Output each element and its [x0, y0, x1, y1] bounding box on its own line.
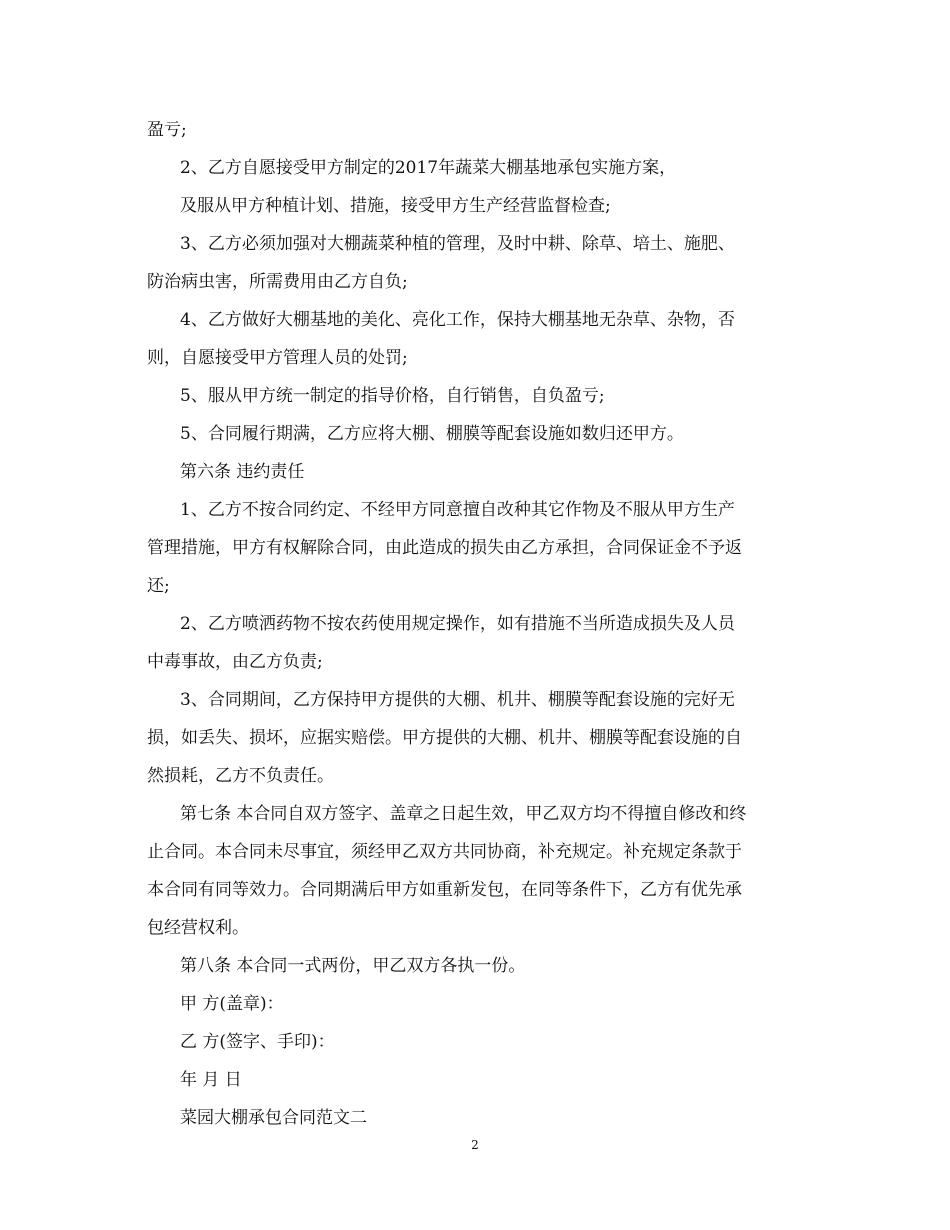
text-line: 防治病虫害，所需费用由乙方自负; — [147, 272, 408, 292]
text-line: 3、合同期间，乙方保持甲方提供的大棚、机井、棚膜等配套设施的完好无 — [180, 690, 735, 710]
subtitle-line: 菜园大棚承包合同范文二 — [180, 1108, 367, 1128]
text-line: 2、乙方自愿接受甲方制定的2017年蔬菜大棚基地承包实施方案， — [180, 158, 677, 178]
date-line: 年 月 日 — [180, 1070, 242, 1090]
text-line: 盈亏; — [147, 120, 187, 140]
text-line: 包经营权利。 — [147, 918, 249, 938]
text-line: 本合同有同等效力。合同期满后甲方如重新发包，在同等条件下，乙方有优先承 — [147, 880, 742, 900]
text-line: 5、合同履行期满，乙方应将大棚、棚膜等配套设施如数归还甲方。 — [180, 424, 684, 444]
signature-line-party-a: 甲 方(盖章)： — [180, 994, 284, 1014]
text-line: 则，自愿接受甲方管理人员的处罚; — [147, 348, 408, 368]
page-number: 2 — [471, 1138, 479, 1152]
text-line: 止合同。本合同未尽事宜，须经甲乙双方共同协商，补充规定。补充规定条款于 — [147, 842, 742, 862]
text-line: 中毒事故，由乙方负责; — [147, 652, 323, 672]
text-line: 5、服从甲方统一制定的指导价格，自行销售，自负盈亏; — [180, 386, 605, 406]
text-line: 3、乙方必须加强对大棚蔬菜种植的管理，及时中耕、除草、培土、施肥、 — [180, 234, 735, 254]
text-line: 损，如丢失、损坏，应据实赔偿。甲方提供的大棚、机井、棚膜等配套设施的自 — [147, 728, 742, 748]
signature-line-party-b: 乙 方(签字、手印)： — [180, 1032, 335, 1052]
text-line: 管理措施，甲方有权解除合同，由此造成的损失由乙方承担，合同保证金不予返 — [147, 538, 742, 558]
text-line: 第八条 本合同一式两份，甲乙双方各执一份。 — [180, 956, 526, 976]
section-heading: 第六条 违约责任 — [180, 462, 305, 482]
text-line: 然损耗，乙方不负责任。 — [147, 766, 334, 786]
text-line: 2、乙方喷洒药物不按农药使用规定操作，如有措施不当所造成损失及人员 — [180, 614, 735, 634]
text-line: 1、乙方不按合同约定、不经甲方同意擅自改种其它作物及不服从甲方生产 — [180, 500, 735, 520]
text-line: 4、乙方做好大棚基地的美化、亮化工作，保持大棚基地无杂草、杂物，否 — [180, 310, 735, 330]
text-line: 第七条 本合同自双方签字、盖章之日起生效，甲乙双方均不得擅自修改和终 — [180, 804, 747, 824]
text-line: 还; — [147, 576, 170, 596]
text-line: 及服从甲方种植计划、措施，接受甲方生产经营监督检查; — [180, 196, 611, 216]
